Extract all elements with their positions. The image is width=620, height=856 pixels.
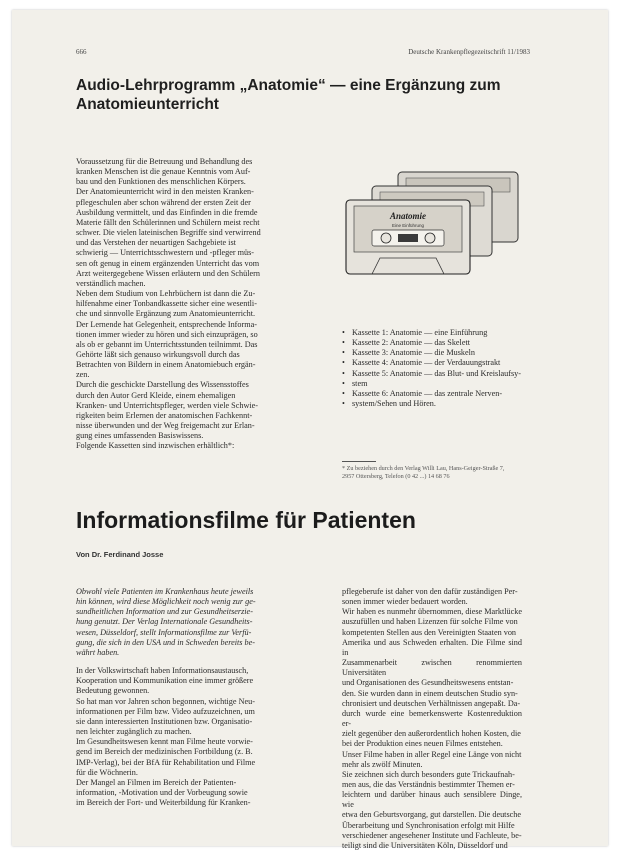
lead-line: gung, die sich in den USA und in Schweden bereits be-	[76, 637, 255, 647]
cassette-label-title: Anatomie	[389, 211, 427, 221]
body-line: Voraussetzung für die Betreuung und Behandlung des	[76, 157, 253, 166]
body-line: und das Verstehen der neuartigen Sachgebiete ist	[76, 238, 236, 248]
body-line: gend im Bereich der medizinischen Fortbildung (z. B.	[76, 747, 253, 757]
body-line: sie dann interessierten Institutionen bzw. Organisatio-	[76, 716, 253, 726]
paragraph-gap	[76, 658, 332, 666]
cassette-label-subtitle: Eine Einführung	[391, 223, 425, 228]
body-line: pflegeschulen aber schon während der ersten Zeit der	[76, 197, 251, 207]
body-line: men aus, die das Verständnis bestimmter Themen er-	[342, 779, 515, 789]
lead-line: hin können, wird diese Möglichkeit noch wenig zur ge-	[76, 597, 256, 607]
footnote	[342, 465, 522, 480]
body-line: schwierig — Unterrichtsschwestern und -pfleger müs-	[76, 248, 255, 258]
body-line: sonen immer wieder bedauert worden.	[342, 597, 468, 607]
body-line: Sie zeichnen sich durch besonders gute Trickaufnah-	[342, 769, 515, 779]
body-line: Überarbeitung und Synchronisation erfolgt mit Hilfe	[342, 820, 515, 830]
body-line: pflegeberufe ist daher von den dafür zuständigen Per-	[342, 587, 518, 596]
footnote-divider	[342, 461, 376, 462]
footnote-line: 2957 Ottersberg, Telefon (0 42 ...) 14 68 76	[342, 472, 450, 480]
body-line: gung eines umfassenden Basiswissens.	[76, 431, 204, 441]
body-line: Wir haben es nunmehr übernommen, diese Marktlücke	[342, 607, 522, 617]
cassette-item: • Kassette 1: Anatomie — eine Einführung	[342, 328, 522, 338]
body-line: kompetenten Stellen aus den Vereinigten Staaten von	[342, 627, 517, 637]
body-line: verschiedener angesehener Institute und Fachleute, be-	[342, 830, 522, 840]
article1-title: Audio-Lehrprogramm „Anatomie“ — eine Ergänzung zum Anatomieunterricht	[76, 77, 501, 113]
body-line: teiligt sind die Universitäten Köln, Düsseldorf und	[342, 840, 508, 850]
body-line: Kooperation und Kommunikation eine immer größere	[76, 676, 254, 686]
body-line: schwer. Die vielen lateinischen Begriffe sind verwirrend	[76, 228, 261, 238]
cassette-item: • Kassette 4: Anatomie — der Verdauungstrakt	[342, 358, 522, 368]
cassette-item: • Kassette 2: Anatomie — das Skelett	[342, 338, 522, 348]
body-line: zen.	[76, 370, 90, 380]
body-line: Im Gesundheitswesen kennt man Filme heute vorwie-	[76, 737, 253, 747]
cassette-front	[346, 200, 470, 274]
body-line: Kranken- und Unterrichtspfleger, werden viele Schwie-	[76, 400, 258, 410]
body-line: informationen per Film bzw. Video aufzuzeichnen, um	[76, 706, 255, 716]
lead-line: sundheitlichen Information und zur Gesundheitserzie-	[76, 607, 253, 617]
cassette-item: • system/Sehen und Hören.	[342, 399, 522, 409]
body-line: Der Mangel an Filmen im Bereich der Patienten-	[76, 777, 237, 787]
lead-line: Obwohl viele Patienten im Krankenhaus heute jeweils	[76, 587, 254, 596]
cassette-item: • stem	[342, 379, 522, 389]
footnote-line: * Zu beziehen durch den Verlag Willi Lau, Hans-Geiger-Straße 7,	[342, 465, 505, 472]
body-line: den. Sie wurden dann in einem deutschen Studio syn-	[342, 688, 518, 698]
body-line: nen leichter zugänglich zu machen.	[76, 727, 192, 737]
lead-line: hung genutzt. Der Verlag Internationale Gesundheits-	[76, 617, 253, 627]
body-line: Folgende Kassetten sind inzwischen erhältlich*:	[76, 441, 235, 451]
body-line: sen oft genug in einem ergänzenden Unterricht das vom	[76, 258, 260, 268]
cassette-tapes-illustration	[342, 170, 522, 280]
body-line: als ob er gebannt im Unterrichtsstunden teilnimmt. Das	[76, 339, 258, 349]
article2-title: Informationsfilme für Patienten	[76, 507, 416, 533]
article1-body	[76, 157, 332, 452]
cassette-item: • Kassette 5: Anatomie — das Blut- und Kreislaufsy-	[342, 369, 522, 379]
body-line: auszufüllen und haben Lizenzen für solche Filme von	[342, 617, 518, 627]
body-line: rigkeiten beim Erlernen der anatomischen Fachkennt-	[76, 410, 253, 420]
journal-page	[12, 10, 608, 850]
cassette-item: • Kassette 6: Anatomie — das zentrale Nerven-	[342, 389, 522, 399]
body-line: leichtern und darüber hinaus auch sensiblere Dinge, wie	[342, 790, 522, 810]
body-line: durch wurde eine bemerkenswerte Kostenreduktion er-	[342, 708, 522, 729]
body-line: In der Volkswirtschaft haben Informationsaustausch,	[76, 666, 249, 676]
body-line: Unser Filme haben in aller Regel eine Länge von nicht	[342, 749, 522, 759]
body-line: che und sinnvolle Ergänzung zum Anatomieunterricht.	[76, 309, 256, 319]
lead-line: wesen, Düsseldorf, stellt Informationsfilme zur Verfü-	[76, 627, 252, 637]
body-line: chronisiert und deutschen Verhältnissen angepaßt. Da-	[342, 698, 521, 708]
page-number: 666	[76, 48, 87, 56]
body-line: nisse überwunden und der Weg freigemacht zur Erlan-	[76, 421, 255, 431]
body-line: Der Lernende hat Gelegenheit, entsprechende Informa-	[76, 319, 257, 329]
body-line: etwa den Geburtsvorgang, gut darstellen. Die deutsche	[342, 810, 522, 820]
body-line: Neben dem Studium von Lehrbüchern ist dann die Zu-	[76, 289, 256, 299]
body-line: hilfenahme einer Tonbandkassette sicher eine wesentli-	[76, 299, 257, 309]
article2-left-column	[76, 587, 332, 808]
body-line: zielt gegenüber den außerordentlich hohen Kosten, die	[342, 729, 521, 739]
body-line: mehr als zwölf Minuten.	[342, 759, 423, 769]
body-line: durch den Autor Gerd Kleide, einem ehemaligen	[76, 390, 236, 400]
body-line: kranken Menschen ist die genaue Kenntnis vom Auf-	[76, 167, 251, 177]
body-line: Materie fällt den Schülerinnen und Schülern meist recht	[76, 217, 260, 227]
lead-line: währt haben.	[76, 647, 120, 657]
body-line: Amerika und aus Schweden erhalten. Die Filme sind in	[342, 637, 522, 657]
journal-name: Deutsche Krankenpflegezeitschrift 11/1983	[408, 48, 530, 56]
body-line: und Organisationen des Gesundheitswesens entstan-	[342, 678, 514, 688]
body-line: Gehörte läßt sich genauso wirkungsvoll durch das	[76, 349, 240, 359]
body-line: verständlich machen.	[76, 278, 146, 288]
cassette-list	[342, 328, 522, 409]
body-line: information, -Motivation und der Vorbeugung sowie	[76, 787, 248, 797]
body-line: Zusammenarbeit zwischen renommierten Universitäten	[342, 658, 522, 678]
body-line: IMP-Verlag), bei der BfA für Rehabilitation und Filme	[76, 757, 256, 767]
body-line: für die Wöchnerin.	[76, 767, 138, 777]
body-line: bau und den Funktionen des menschlichen Körpers.	[76, 177, 246, 187]
body-line: im Bereich der Fort- und Weiterbildung für Kranken-	[76, 798, 251, 808]
article2-author: Von Dr. Ferdinand Josse	[76, 550, 164, 559]
cassette-reel-right	[425, 233, 435, 243]
body-line: bei der Produktion eines neuen Filmes entstehen.	[342, 739, 503, 749]
body-line: Betrachten von Bildern in einem Anatomiebuch ergän-	[76, 360, 256, 370]
article2-right-column	[342, 587, 522, 851]
body-line: Der Anatomieunterricht wird in den meisten Kranken-	[76, 187, 254, 197]
body-line: tionen immer wieder zu hören und sich einzuprägen, so	[76, 329, 258, 339]
body-line: Ausbildung vermittelt, und das Einfinden in die fremde	[76, 207, 258, 217]
body-line: Bedeutung gewonnen.	[76, 686, 150, 696]
body-line: So hat man vor Jahren schon begonnen, wichtige Neu-	[76, 696, 255, 706]
body-line: Durch die geschickte Darstellung des Wissensstoffes	[76, 380, 249, 390]
cassette-item: • Kassette 3: Anatomie — die Muskeln	[342, 348, 522, 358]
cassette-reel-left	[381, 233, 391, 243]
body-line: Arzt weitergegebene Wissen erläutern und den Schülern	[76, 268, 260, 278]
